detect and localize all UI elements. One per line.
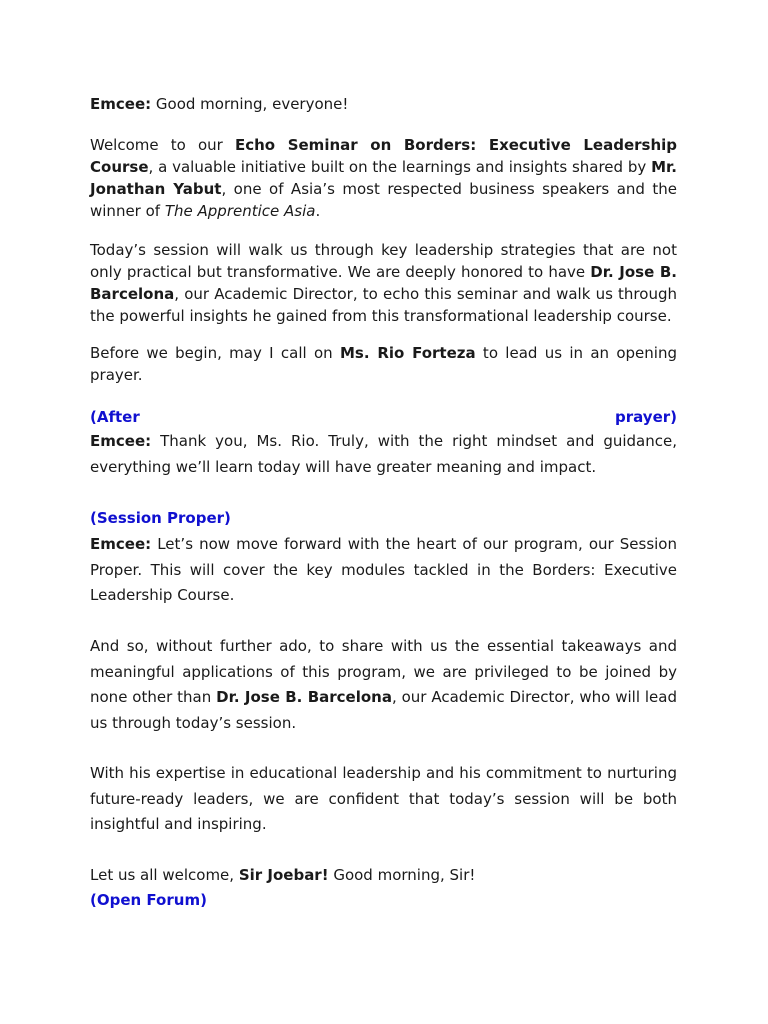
text-run: to lead us in an opening prayer. xyxy=(90,344,677,384)
speaker-label: Emcee: xyxy=(90,535,152,553)
show-title: The Apprentice Asia xyxy=(164,202,316,220)
cue-left: (After xyxy=(90,408,140,426)
greeting-text: Good morning, everyone! xyxy=(151,95,349,113)
introduction-paragraph xyxy=(90,634,677,736)
text-run: , one of Asia’s most respected business speakers and the winner of xyxy=(90,180,677,220)
expertise-paragraph xyxy=(90,761,677,838)
speaker-name: Mr. Jonathan Yabut xyxy=(90,158,677,198)
speaker-label: Emcee: xyxy=(90,95,152,113)
text-run: Good morning, Sir! xyxy=(328,866,476,884)
director-name: Dr. Jose B. Barcelona xyxy=(216,688,392,706)
thank-you-paragraph xyxy=(90,429,677,480)
text-run: Let us all welcome, xyxy=(90,866,239,884)
text-run: And so, without further ado, to share with us the essential takeaways and meaningful applications of this program, we are privileged to be joined by none other than xyxy=(90,637,677,706)
session-proper-cue: (Session Proper) xyxy=(90,509,231,527)
speaker-nickname: Sir Joebar! xyxy=(238,866,329,884)
prayer-leader-name: Ms. Rio Forteza xyxy=(340,344,476,362)
text-run: , our Academic Director, to echo this seminar and walk us through the powerful insights he gained from this transformational leadership course. xyxy=(90,285,677,325)
text-run: Today’s session will walk us through key leadership strategies that are not only practical but transformative. We are deeply honored to have xyxy=(90,241,677,281)
after-prayer-cue xyxy=(90,406,677,428)
session-proper-paragraph xyxy=(90,532,677,609)
welcome-paragraph xyxy=(90,134,677,222)
text-run: Welcome to our xyxy=(90,136,235,154)
text-run: , our Academic Director, who will lead us through today’s session. xyxy=(90,688,677,732)
speaker-label: Emcee: xyxy=(90,432,152,450)
text-run: . xyxy=(315,202,321,220)
text-run: , a valuable initiative built on the learnings and insights shared by xyxy=(148,158,652,176)
welcome-speaker-paragraph xyxy=(90,863,677,889)
text-run: With his expertise in educational leadership and his commitment to nurturing future-ready leaders, we are confident that today’s session will be both insightful and inspiring. xyxy=(90,764,677,833)
director-name: Dr. Jose B. Barcelona xyxy=(90,263,677,303)
seminar-title: Echo Seminar on Borders: Executive Leadership Course xyxy=(90,136,677,176)
prayer-call-paragraph xyxy=(90,342,677,386)
text-run: Let’s now move forward with the heart of our program, our Session Proper. This will cover the key modules tackled in the Borders: Executive Leadership Course. xyxy=(90,535,677,604)
text-run: Before we begin, may I call on xyxy=(90,344,340,362)
greeting-paragraph xyxy=(90,93,677,115)
open-forum-cue: (Open Forum) xyxy=(90,891,207,909)
session-intro-paragraph xyxy=(90,239,677,327)
text-run: Thank you, Ms. Rio. Truly, with the right mindset and guidance, everything we’ll learn today will have greater meaning and impact. xyxy=(90,432,677,476)
cue-right: prayer) xyxy=(615,408,677,426)
